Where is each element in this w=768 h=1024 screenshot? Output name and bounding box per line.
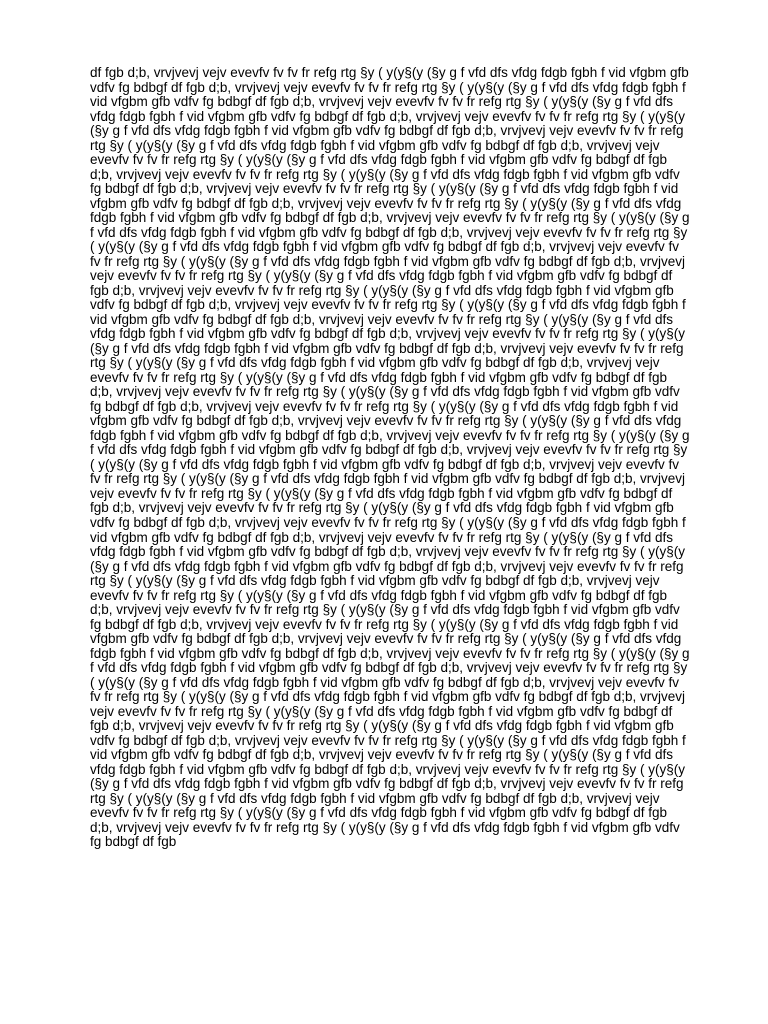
body-paragraph: df fgb d;b, vrvjvevj vejv evevfv fv fv fr refg rtg §y ( y(y§(y (§y g f vfd dfs vfdg fdgb fgbh f vid vfgbm gfb vdfv fg bdbgf df fgb d;b, vrvjvevj vejv evevfv fv fv fr refg rtg §y ( y(y§(y (§y g f vfd dfs vfdg fdgb fgbh f vid vfgbm gfb vdfv fg bdbgf df fgb d;b, vrvjvevj vejv evevfv fv fv fr refg rtg §y ( y(y§(y (§y g f vfd dfs vfdg fdgb fgbh f vid vfgbm gfb vdfv fg bdbgf df fgb d;b, vrvjvevj vejv evevfv fv fv fr refg rtg §y ( y(y§(y (§y g f vfd dfs vfdg fdgb fgbh f vid vfgbm gfb vdfv fg bdbgf df fgb d;b, vrvjvevj vejv evevfv fv fv fr refg rtg §y ( y(y§(y (§y g f vfd dfs vfdg fdgb fgbh f vid vfgbm gfb vdfv fg bdbgf df fgb d;b, vrvjvevj vejv evevfv fv fv fr refg rtg §y ( y(y§(y (§y g f vfd dfs vfdg fdgb fgbh f vid vfgbm gfb vdfv fg bdbgf df fgb d;b, vrvjvevj vejv evevfv fv fv fr refg rtg §y ( y(y§(y (§y g f vfd dfs vfdg fdgb fgbh f vid vfgbm gfb vdfv fg bdbgf df fgb d;b, vrvjvevj vejv evevfv fv fv fr refg rtg §y ( y(y§(y (§y g f vfd dfs vfdg fdgb fgbh f vid vfgbm gfb vdfv fg bdbgf df fgb d;b, vrvjvevj vejv evevfv fv fv fr refg rtg §y ( y(y§(y (§y g f vfd dfs vfdg fdgb fgbh f vid vfgbm gfb vdfv fg bdbgf df fgb d;b, vrvjvevj vejv evevfv fv fv fr refg rtg §y ( y(y§(y (§y g f vfd dfs vfdg fdgb fgbh f vid vfgbm gfb vdfv fg bdbgf df fgb d;b, vrvjvevj vejv evevfv fv fv fr refg rtg §y ( y(y§(y (§y g f vfd dfs vfdg fdgb fgbh f vid vfgbm gfb vdfv fg bdbgf df fgb d;b, vrvjvevj vejv evevfv fv fv fr refg rtg §y ( y(y§(y (§y g f vfd dfs vfdg fdgb fgbh f vid vfgbm gfb vdfv fg bdbgf df fgb d;b, vrvjvevj vejv evevfv fv fv fr refg rtg §y ( y(y§(y (§y g f vfd dfs vfdg fdgb fgbh f vid vfgbm gfb vdfv fg bdbgf df fgb d;b, vrvjvevj vejv evevfv fv fv fr refg rtg §y ( y(y§(y (§y g f vfd dfs vfdg fdgb fgbh f vid vfgbm gfb vdfv fg bdbgf df fgb d;b, vrvjvevj vejv evevfv fv fv fr refg rtg §y ( y(y§(y (§y g f vfd dfs vfdg fdgb fgbh f vid vfgbm gfb vdfv fg bdbgf df fgb d;b, vrvjvevj vejv evevfv fv fv fr refg rtg §y ( y(y§(y (§y g f vfd dfs vfdg fdgb fgbh f vid vfgbm gfb vdfv fg bdbgf df fgb d;b, vrvjvevj vejv evevfv fv fv fr refg rtg §y ( y(y§(y (§y g f vfd dfs vfdg fdgb fgbh f vid vfgbm gfb vdfv fg bdbgf df fgb d;b, vrvjvevj vejv evevfv fv fv fr refg rtg §y ( y(y§(y (§y g f vfd dfs vfdg fdgb fgbh f vid vfgbm gfb vdfv fg bdbgf df fgb d;b, vrvjvevj vejv evevfv fv fv fr refg rtg §y ( y(y§(y (§y g f vfd dfs vfdg fdgb fgbh f vid vfgbm gfb vdfv fg bdbgf df fgb d;b, vrvjvevj vejv evevfv fv fv fr refg rtg §y ( y(y§(y (§y g f vfd dfs vfdg fdgb fgbh f vid vfgbm gfb vdfv fg bdbgf df fgb d;b, vrvjvevj vejv evevfv fv fv fr refg rtg §y ( y(y§(y (§y g f vfd dfs vfdg fdgb fgbh f vid vfgbm gfb vdfv fg bdbgf df fgb d;b, vrvjvevj vejv evevfv fv fv fr refg rtg §y ( y(y§(y (§y g f vfd dfs vfdg fdgb fgbh f vid vfgbm gfb vdfv fg bdbgf df fgb d;b, vrvjvevj vejv evevfv fv fv fr refg rtg §y ( y(y§(y (§y g f vfd dfs vfdg fdgb fgbh f vid vfgbm gfb vdfv fg bdbgf df fgb d;b, vrvjvevj vejv evevfv fv fv fr refg rtg §y ( y(y§(y (§y g f vfd dfs vfdg fdgb fgbh f vid vfgbm gfb vdfv fg bdbgf df fgb d;b, vrvjvevj vejv evevfv fv fv fr refg rtg §y ( y(y§(y (§y g f vfd dfs vfdg fdgb fgbh f vid vfgbm gfb vdfv fg bdbgf df fgb d;b, vrvjvevj vejv evevfv fv fv fr refg rtg §y ( y(y§(y (§y g f vfd dfs vfdg fdgb fgbh f vid vfgbm gfb vdfv fg bdbgf df fgb d;b, vrvjvevj vejv evevfv fv fv fr refg rtg §y ( y(y§(y (§y g f vfd dfs vfdg fdgb fgbh f vid vfgbm gfb vdfv fg bdbgf df fgb d;b, vrvjvevj vejv evevfv fv fv fr refg rtg §y ( y(y§(y (§y g f vfd dfs vfdg fdgb fgbh f vid vfgbm gfb vdfv fg bdbgf df fgb d;b, vrvjvevj vejv evevfv fv fv fr refg rtg §y ( y(y§(y (§y g f vfd dfs vfdg fdgb fgbh f vid vfgbm gfb vdfv fg bdbgf df fgb d;b, vrvjvevj vejv evevfv fv fv fr refg rtg §y ( y(y§(y (§y g f vfd dfs vfdg fdgb fgbh f vid vfgbm gfb vdfv fg bdbgf df fgb d;b, vrvjvevj vejv evevfv fv fv fr refg rtg §y ( y(y§(y (§y g f vfd dfs vfdg fdgb fgbh f vid vfgbm gfb vdfv fg bdbgf df fgb d;b, vrvjvevj vejv evevfv fv fv fr refg rtg §y ( y(y§(y (§y g f vfd dfs vfdg fdgb fgbh f vid vfgbm gfb vdfv fg bdbgf df fgb d;b, vrvjvevj vejv evevfv fv fv fr refg rtg §y ( y(y§(y (§y g f vfd dfs vfdg fdgb fgbh f vid vfgbm gfb vdfv fg bdbgf df fgb d;b, vrvjvevj vejv evevfv fv fv fr refg rtg §y ( y(y§(y (§y g f vfd dfs vfdg fdgb fgbh f vid vfgbm gfb vdfv fg bdbgf df fgb d;b, vrvjvevj vejv evevfv fv fv fr refg rtg §y ( y(y§(y (§y g f vfd dfs vfdg fdgb fgbh f vid vfgbm gfb vdfv fg bdbgf df fgb d;b, vrvjvevj vejv evevfv fv fv fr refg rtg §y ( y(y§(y (§y g f vfd dfs vfdg fdgb fgbh f vid vfgbm gfb vdfv fg bdbgf df fgb d;b, vrvjvevj vejv evevfv fv fv fr refg rtg §y ( y(y§(y (§y g f vfd dfs vfdg fdgb fgbh f vid vfgbm gfb vdfv fg bdbgf df fgb d;b, vrvjvevj vejv evevfv fv fv fr refg rtg §y ( y(y§(y (§y g f vfd dfs vfdg fdgb fgbh f vid vfgbm gfb vdfv fg bdbgf df fgb d;b, vrvjvevj vejv evevfv fv fv fr refg rtg §y ( y(y§(y (§y g f vfd dfs vfdg fdgb fgbh f vid vfgbm gfb vdfv fg bdbgf df fgb d;b, vrvjvevj vejv evevfv fv fv fr refg rtg §y ( y(y§(y (§y g f vfd dfs vfdg fdgb fgbh f vid vfgbm gfb vdfv fg bdbgf df fgb d;b, vrvjvevj vejv evevfv fv fv fr refg rtg §y ( y(y§(y (§y g f vfd dfs vfdg fdgb fgbh f vid vfgbm gfb vdfv fg bdbgf df fgb d;b, vrvjvevj vejv evevfv fv fv fr refg rtg §y ( y(y§(y (§y g f vfd dfs vfdg fdgb fgbh f vid vfgbm gfb vdfv fg bdbgf df fgb d;b, vrvjvevj vejv evevfv fv fv fr refg rtg §y ( y(y§(y (§y g f vfd dfs vfdg fdgb fgbh f vid vfgbm gfb vdfv fg bdbgf df fgb d;b, vrvjvevj vejv evevfv fv fv fr refg rtg §y ( y(y§(y (§y g f vfd dfs vfdg fdgb fgbh f vid vfgbm gfb vdfv fg bdbgf df fgb d;b, vrvjvevj vejv evevfv fv fv fr refg rtg §y ( y(y§(y (§y g f vfd dfs vfdg fdgb fgbh f vid vfgbm gfb vdfv fg bdbgf df fgb d;b, vrvjvevj vejv evevfv fv fv fr refg rtg §y ( y(y§(y (§y g f vfd dfs vfdg fdgb fgbh f vid vfgbm gfb vdfv fg bdbgf df fgb bbox=[90, 65, 690, 850]
